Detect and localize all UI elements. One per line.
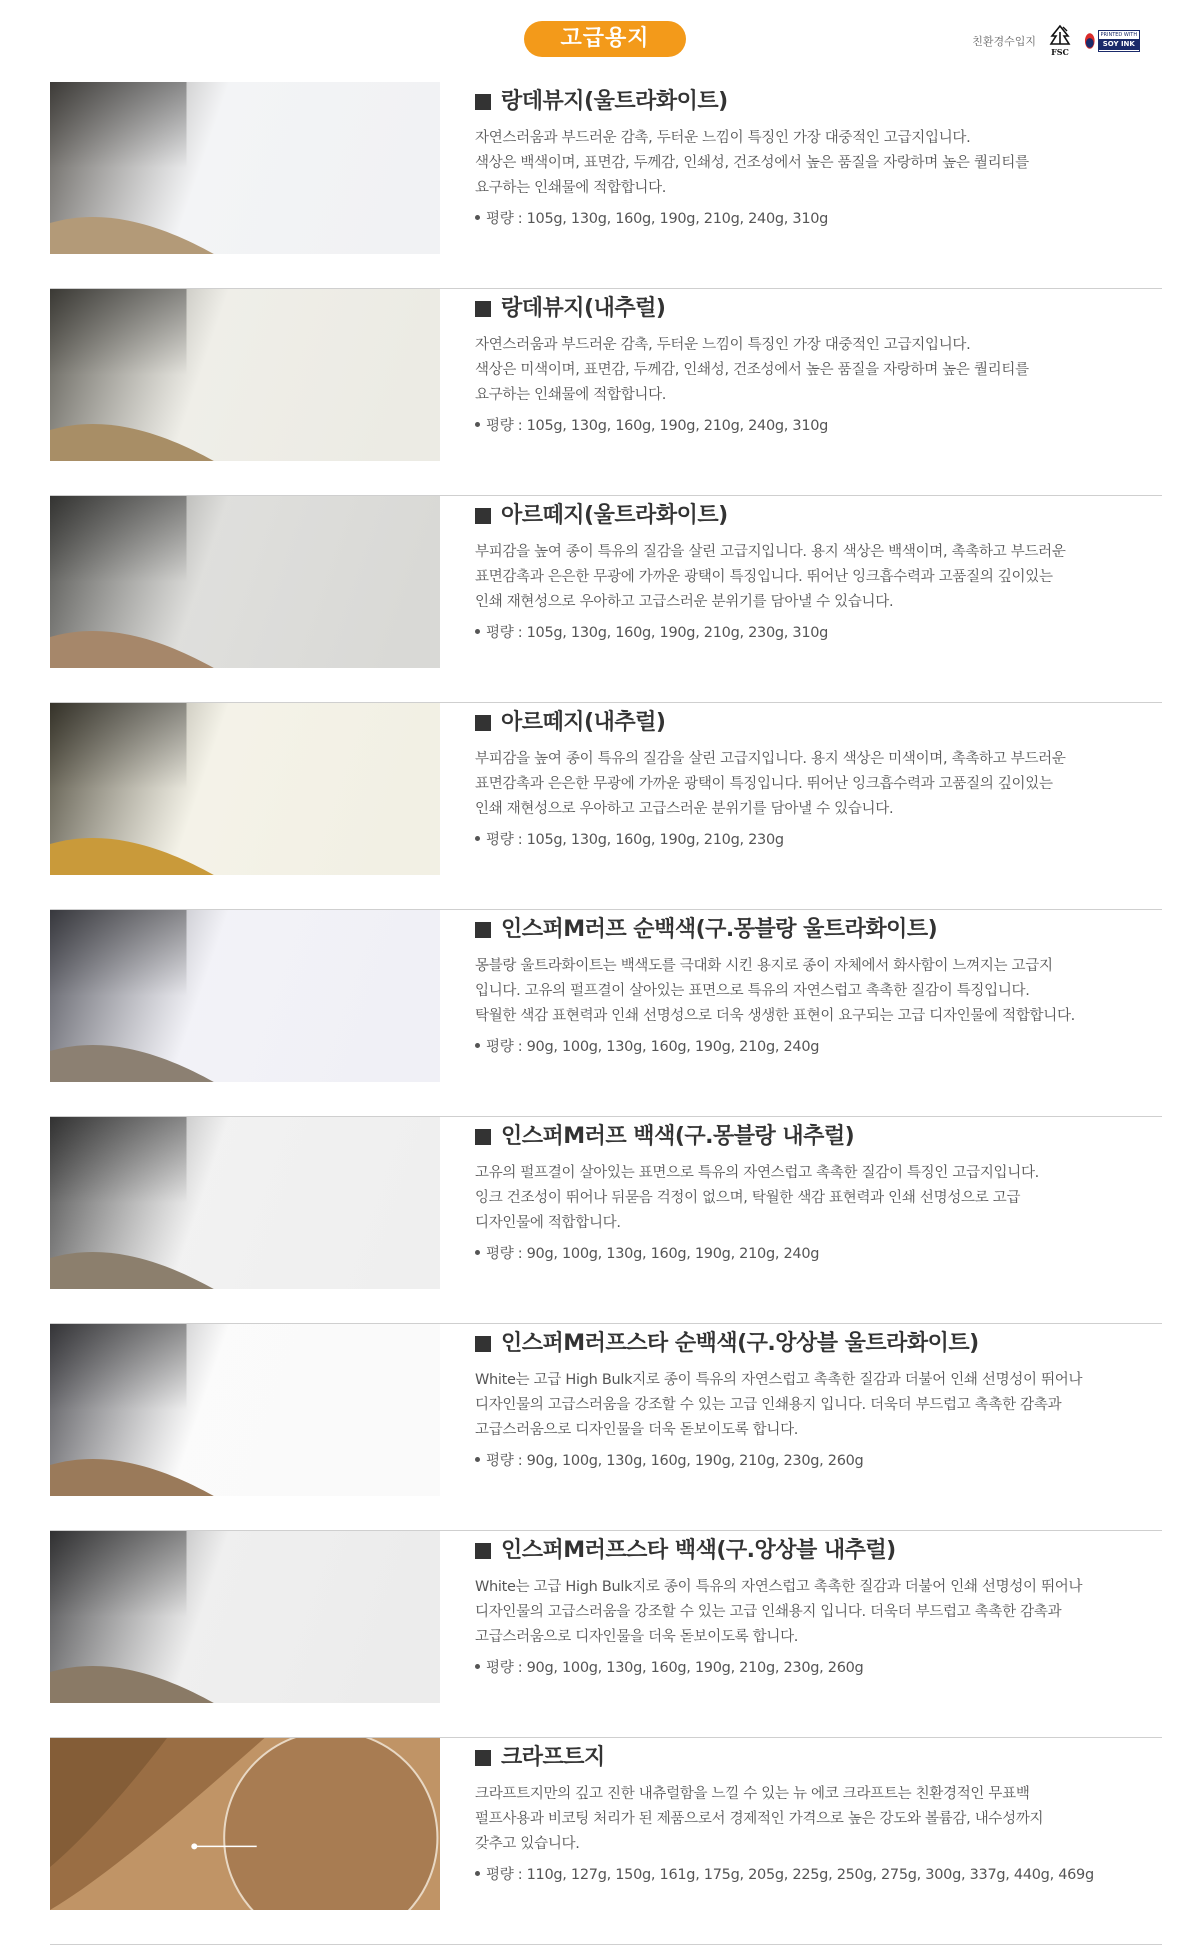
paper-description bbox=[475, 1161, 1165, 1236]
paper-weight bbox=[475, 207, 1165, 231]
paper-swatch-image bbox=[50, 910, 440, 1082]
paper-info bbox=[475, 1535, 1165, 1680]
square-bullet-icon bbox=[475, 1129, 491, 1145]
paper-swatch-image bbox=[50, 82, 440, 254]
paper-title bbox=[475, 500, 1165, 532]
square-bullet-icon bbox=[475, 1336, 491, 1352]
paper-description bbox=[475, 1782, 1165, 1857]
square-bullet-icon bbox=[475, 94, 491, 110]
paper-weight-text: 평량 : 90g, 100g, 130g, 160g, 190g, 210g, 240g bbox=[486, 1039, 820, 1055]
paper-description bbox=[475, 954, 1165, 1029]
paper-swatch-image bbox=[50, 1324, 440, 1496]
paper-weight bbox=[475, 1035, 1165, 1059]
description-line: 표면감촉과 은은한 무광에 가까운 광택이 특징입니다. 뛰어난 잉크흡수력과 고품질의 깊이있는 bbox=[475, 569, 1053, 585]
paper-title-text: 크라프트지 bbox=[501, 1745, 605, 1770]
description-line: 입니다. 고유의 펄프결이 살아있는 표면으로 특유의 자연스럽고 촉촉한 질감이 특징입니다. bbox=[475, 983, 1030, 999]
paper-item bbox=[50, 910, 1162, 1117]
description-line: 인쇄 재현성으로 우아하고 고급스러운 분위기를 담아낼 수 있습니다. bbox=[475, 594, 894, 610]
bullet-icon bbox=[475, 629, 480, 634]
description-line: 색상은 백색이며, 표면감, 두께감, 인쇄성, 건조성에서 높은 품질을 자랑하며 높은 퀄리티를 bbox=[475, 155, 1029, 171]
square-bullet-icon bbox=[475, 1543, 491, 1559]
square-bullet-icon bbox=[475, 715, 491, 731]
paper-info bbox=[475, 707, 1165, 852]
paper-swatch-image bbox=[50, 1117, 440, 1289]
paper-weight bbox=[475, 1863, 1165, 1887]
paper-weight-text: 평량 : 105g, 130g, 160g, 190g, 210g, 240g, 310g bbox=[486, 418, 829, 434]
paper-description bbox=[475, 540, 1165, 615]
description-line: 자연스러움과 부드러운 감촉, 두터운 느낌이 특징인 가장 대중적인 고급지입니다. bbox=[475, 337, 971, 353]
paper-title bbox=[475, 1328, 1165, 1360]
soy-bottom-label: SOY INK bbox=[1099, 39, 1139, 50]
description-line: 표면감촉과 은은한 무광에 가까운 광택이 특징입니다. 뛰어난 잉크흡수력과 고품질의 깊이있는 bbox=[475, 776, 1053, 792]
paper-item bbox=[50, 1738, 1162, 1945]
paper-title bbox=[475, 1121, 1165, 1153]
paper-description bbox=[475, 1575, 1165, 1650]
header bbox=[0, 0, 1200, 80]
paper-title bbox=[475, 293, 1165, 325]
paper-weight bbox=[475, 828, 1165, 852]
bullet-icon bbox=[475, 1250, 480, 1255]
soy-top-label: PRINTED WITH bbox=[1100, 32, 1138, 38]
paper-weight bbox=[475, 1656, 1165, 1680]
soy-ink-logo-icon bbox=[1084, 28, 1140, 54]
paper-title bbox=[475, 707, 1165, 739]
paper-description bbox=[475, 333, 1165, 408]
paper-item bbox=[50, 289, 1162, 496]
fsc-logo-icon bbox=[1046, 24, 1074, 58]
paper-swatch-image bbox=[50, 496, 440, 668]
description-line: 잉크 건조성이 뛰어나 뒤묻음 걱정이 없으며, 탁월한 색감 표현력과 인쇄 선명성으로 고급 bbox=[475, 1190, 1021, 1206]
description-line: 몽블랑 울트라화이트는 백색도를 극대화 시킨 용지로 종이 자체에서 화사함이 느껴지는 고급지 bbox=[475, 958, 1053, 974]
paper-weight-text: 평량 : 105g, 130g, 160g, 190g, 210g, 240g, 310g bbox=[486, 211, 829, 227]
description-line: 고유의 펄프결이 살아있는 표면으로 특유의 자연스럽고 촉촉한 질감이 특징인 고급지입니다. bbox=[475, 1165, 1039, 1181]
bullet-icon bbox=[475, 1457, 480, 1462]
paper-weight bbox=[475, 1242, 1165, 1266]
paper-info bbox=[475, 86, 1165, 231]
paper-item bbox=[50, 1324, 1162, 1531]
paper-item bbox=[50, 1531, 1162, 1738]
eco-certifications bbox=[972, 24, 1140, 58]
bullet-icon bbox=[475, 1871, 480, 1876]
bullet-icon bbox=[475, 422, 480, 427]
paper-description bbox=[475, 126, 1165, 201]
description-line: 갖추고 있습니다. bbox=[475, 1836, 580, 1852]
paper-title-text: 인스퍼M러프 순백색(구.몽블랑 울트라화이트) bbox=[501, 917, 938, 942]
description-line: White는 고급 High Bulk지로 종이 특유의 자연스럽고 촉촉한 질감과 더불어 인쇄 선명성이 뛰어나 bbox=[475, 1372, 1083, 1388]
paper-swatch-image bbox=[50, 1738, 440, 1910]
paper-title-text: 인스퍼M러프스타 순백색(구.앙상블 울트라화이트) bbox=[501, 1331, 979, 1356]
description-line: 디자인물에 적합합니다. bbox=[475, 1215, 621, 1231]
square-bullet-icon bbox=[475, 922, 491, 938]
paper-title bbox=[475, 86, 1165, 118]
paper-info bbox=[475, 500, 1165, 645]
square-bullet-icon bbox=[475, 508, 491, 524]
square-bullet-icon bbox=[475, 301, 491, 317]
paper-weight bbox=[475, 414, 1165, 438]
paper-swatch-image bbox=[50, 703, 440, 875]
paper-title-text: 인스퍼M러프스타 백색(구.앙상블 내추럴) bbox=[501, 1538, 896, 1563]
paper-title bbox=[475, 914, 1165, 946]
description-line: 펄프사용과 비코팅 처리가 된 제품으로서 경제적인 가격으로 높은 강도와 볼륨감, 내수성까지 bbox=[475, 1811, 1044, 1827]
paper-title-text: 아르떼지(내추럴) bbox=[501, 710, 666, 735]
paper-item bbox=[50, 496, 1162, 703]
paper-info bbox=[475, 1328, 1165, 1473]
description-line: 탁월한 색감 표현력과 인쇄 선명성으로 더욱 생생한 표현이 요구되는 고급 디자인물에 적합합니다. bbox=[475, 1008, 1075, 1024]
paper-title-text: 랑데뷰지(내추럴) bbox=[501, 296, 666, 321]
paper-info bbox=[475, 1742, 1165, 1887]
bullet-icon bbox=[475, 1664, 480, 1669]
eco-label: 친환경수입지 bbox=[972, 35, 1036, 48]
paper-title-text: 인스퍼M러프 백색(구.몽블랑 내추럴) bbox=[501, 1124, 855, 1149]
description-line: 요구하는 인쇄물에 적합합니다. bbox=[475, 180, 667, 196]
paper-weight-text: 평량 : 110g, 127g, 150g, 161g, 175g, 205g, 225g, 250g, 275g, 300g, 337g, 440g, 469g bbox=[486, 1867, 1094, 1883]
paper-description bbox=[475, 747, 1165, 822]
fsc-label: FSC bbox=[1051, 47, 1069, 57]
paper-weight-text: 평량 : 90g, 100g, 130g, 160g, 190g, 210g, 230g, 260g bbox=[486, 1660, 864, 1676]
description-line: White는 고급 High Bulk지로 종이 특유의 자연스럽고 촉촉한 질감과 더불어 인쇄 선명성이 뛰어나 bbox=[475, 1579, 1083, 1595]
paper-item bbox=[50, 703, 1162, 910]
paper-item bbox=[50, 1117, 1162, 1324]
paper-title-text: 아르떼지(울트라화이트) bbox=[501, 503, 728, 528]
section-badge: 고급용지 bbox=[524, 21, 686, 57]
paper-title bbox=[475, 1535, 1165, 1567]
description-line: 고급스러움으로 디자인물을 더욱 돋보이도록 합니다. bbox=[475, 1422, 799, 1438]
paper-title bbox=[475, 1742, 1165, 1774]
description-line: 크라프트지만의 깊고 진한 내츄럴함을 느낄 수 있는 뉴 에코 크라프트는 친환경적인 무표백 bbox=[475, 1786, 1030, 1802]
bullet-icon bbox=[475, 836, 480, 841]
paper-info bbox=[475, 1121, 1165, 1266]
bullet-icon bbox=[475, 1043, 480, 1048]
paper-info bbox=[475, 293, 1165, 438]
paper-swatch-image bbox=[50, 289, 440, 461]
description-line: 색상은 미색이며, 표면감, 두께감, 인쇄성, 건조성에서 높은 품질을 자랑하며 높은 퀄리티를 bbox=[475, 362, 1029, 378]
paper-swatch-image bbox=[50, 1531, 440, 1703]
bullet-icon bbox=[475, 215, 480, 220]
description-line: 부피감을 높여 종이 특유의 질감을 살린 고급지입니다. 용지 색상은 미색이며, 촉촉하고 부드러운 bbox=[475, 751, 1066, 767]
description-line: 디자인물의 고급스러움을 강조할 수 있는 고급 인쇄용지 입니다. 더욱더 부드럽고 촉촉한 감촉과 bbox=[475, 1397, 1062, 1413]
paper-weight-text: 평량 : 105g, 130g, 160g, 190g, 210g, 230g bbox=[486, 832, 784, 848]
paper-weight bbox=[475, 1449, 1165, 1473]
paper-weight bbox=[475, 621, 1165, 645]
paper-weight-text: 평량 : 105g, 130g, 160g, 190g, 210g, 230g, 310g bbox=[486, 625, 829, 641]
paper-title-text: 랑데뷰지(울트라화이트) bbox=[501, 89, 728, 114]
square-bullet-icon bbox=[475, 1750, 491, 1766]
paper-description bbox=[475, 1368, 1165, 1443]
paper-weight-text: 평량 : 90g, 100g, 130g, 160g, 190g, 210g, 230g, 260g bbox=[486, 1453, 864, 1469]
description-line: 고급스러움으로 디자인물을 더욱 돋보이도록 합니다. bbox=[475, 1629, 799, 1645]
description-line: 요구하는 인쇄물에 적합합니다. bbox=[475, 387, 667, 403]
description-line: 디자인물의 고급스러움을 강조할 수 있는 고급 인쇄용지 입니다. 더욱더 부드럽고 촉촉한 감촉과 bbox=[475, 1604, 1062, 1620]
description-line: 부피감을 높여 종이 특유의 질감을 살린 고급지입니다. 용지 색상은 백색이며, 촉촉하고 부드러운 bbox=[475, 544, 1066, 560]
description-line: 자연스러움과 부드러운 감촉, 두터운 느낌이 특징인 가장 대중적인 고급지입니다. bbox=[475, 130, 971, 146]
paper-list bbox=[50, 82, 1162, 1945]
description-line: 인쇄 재현성으로 우아하고 고급스러운 분위기를 담아낼 수 있습니다. bbox=[475, 801, 894, 817]
paper-weight-text: 평량 : 90g, 100g, 130g, 160g, 190g, 210g, 240g bbox=[486, 1246, 820, 1262]
paper-item bbox=[50, 82, 1162, 289]
paper-info bbox=[475, 914, 1165, 1059]
